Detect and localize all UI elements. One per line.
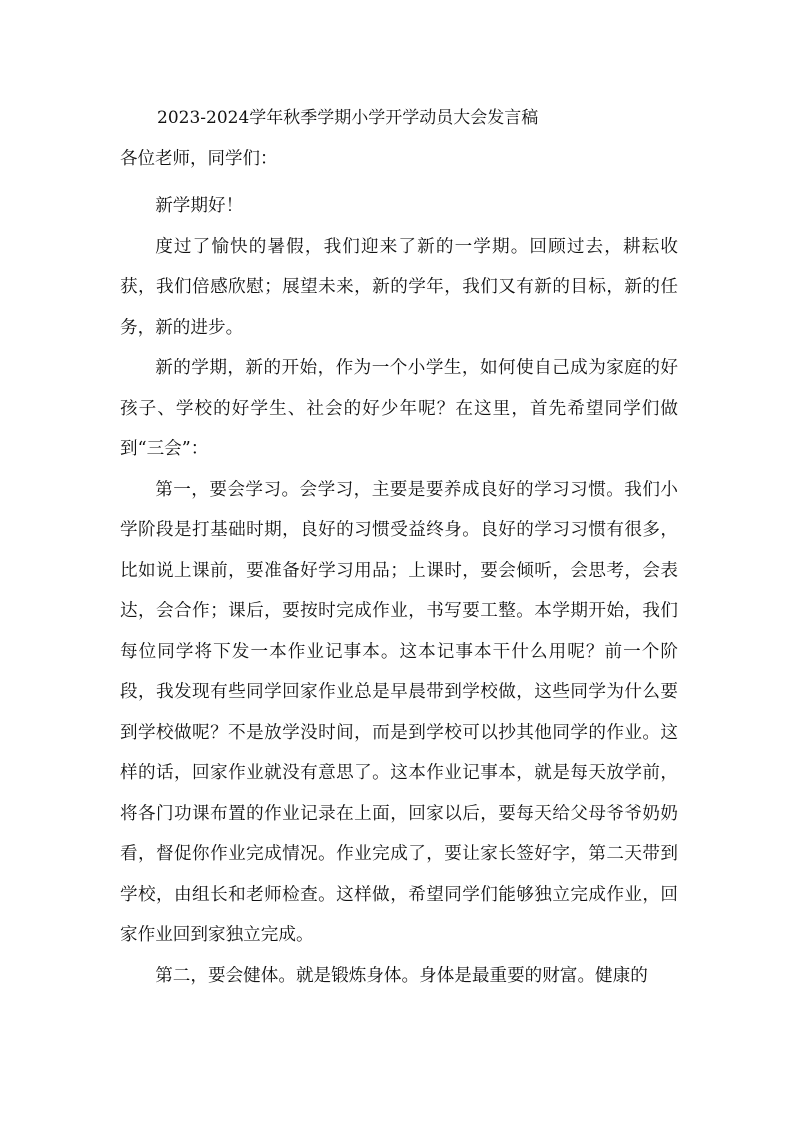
paragraph-intro: 度过了愉快的暑假，我们迎来了新的一学期。回顾过去，耕耘收获，我们倍感欣慰；展望未来，新的学年，我们又有新的目标，新的任务，新的进步。 (120, 236, 678, 338)
salutation: 各位老师，同学们： (120, 149, 278, 169)
paragraph-fitness: 第二，要会健体。就是锻炼身体。身体是最重要的财富。健康的 (155, 965, 648, 986)
paragraph-greeting: 新学期好！ (155, 196, 244, 216)
document-title: 2023-2024学年秋季学期小学开学动员大会发言稿 (157, 108, 539, 128)
document-body (120, 186, 678, 996)
paragraph-three-goals: 新的学期，新的开始，作为一个小学生，如何使自己成为家庭的好孩子、学校的好学生、社会的好少年呢？在这里，首先希望同学们做到“三会”： (120, 358, 678, 459)
paragraph-learning: 第一，要会学习。会学习，主要是要养成良好的学习习惯。我们小学阶段是打基础时期，良好的习惯受益终身。良好的学习习惯有很多，比如说上课前，要准备好学习用品；上课时，要会倾听，会思考，会表达，会合作；课后，要按时完成作业，书写要工整。本学期开始，我们每位同学将下发一本作业记事本。这本记事本干什么用呢？前一个阶段，我发现有些同学回家作业总是早晨带到学校做，这些同学为什么要到学校做呢？不是放学没时间，而是到学校可以抄其他同学的作业。这样的话，回家作业就没有意思了。这本作业记事本，就是每天放学前，将各门功课布置的作业记录在上面，回家以后，要每天给父母爷爷奶奶看，督促你作业完成情况。作业完成了，要让家长签好字，第二天带到学校，由组长和老师检查。这样做，希望同学们能够独立完成作业，回家作业回到家独立完成。 (120, 479, 678, 945)
